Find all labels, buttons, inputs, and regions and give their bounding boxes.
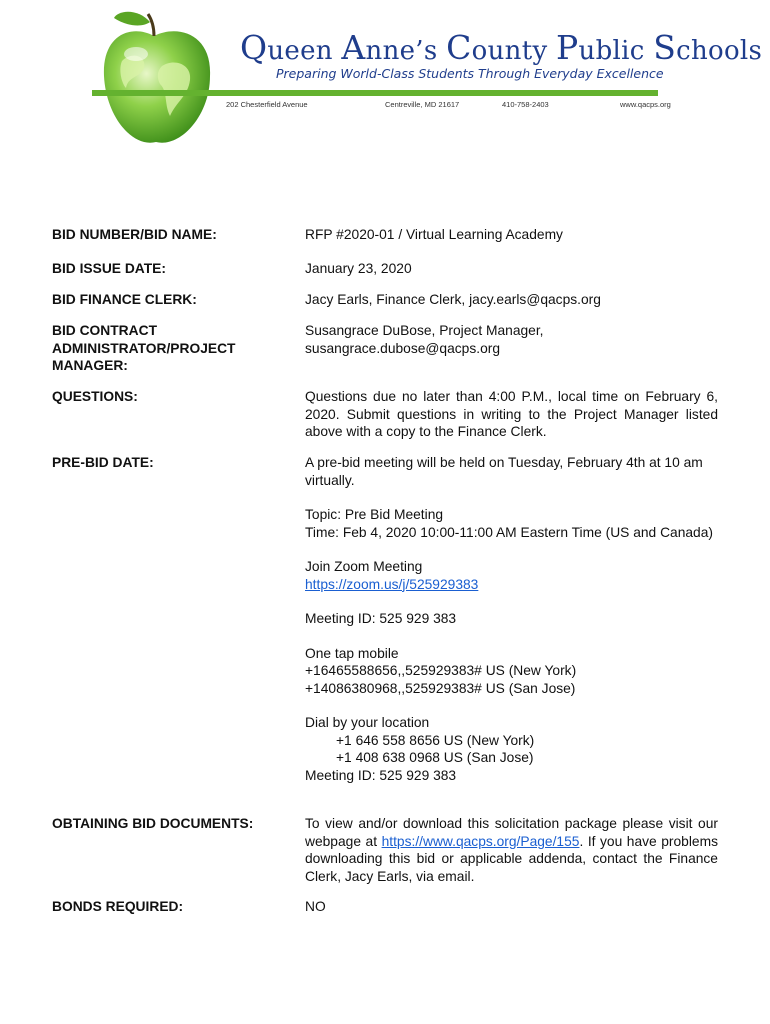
issue-date-label: BID ISSUE DATE: xyxy=(52,261,166,276)
dial-block xyxy=(305,714,718,784)
one-tap-san-jose: +14086380968,,525929383# US (San Jose) xyxy=(305,680,576,696)
pre-bid-label: PRE-BID DATE: xyxy=(52,455,154,470)
zoom-meeting-link[interactable]: https://zoom.us/j/525929383 xyxy=(305,576,479,592)
dial-new-york: +1 646 558 8656 US (New York) xyxy=(336,732,535,748)
finance-clerk-label: BID FINANCE CLERK: xyxy=(52,292,197,307)
bonds-label: BONDS REQUIRED: xyxy=(52,899,184,914)
one-tap-block xyxy=(305,645,718,698)
phone-number: 410-758-2403 xyxy=(502,100,549,109)
meeting-time: Time: Feb 4, 2020 10:00-11:00 AM Eastern Time (US and Canada) xyxy=(305,524,713,540)
questions-label: QUESTIONS: xyxy=(52,389,138,404)
finance-clerk-value: Jacy Earls, Finance Clerk, jacy.earls@qacps.org xyxy=(305,292,601,307)
pre-bid-intro: A pre-bid meeting will be held on Tuesday, February 4th at 10 am virtually. xyxy=(305,455,703,488)
apple-globe-logo xyxy=(92,6,222,151)
contract-admin-label: BID CONTRACT ADMINISTRATOR/PROJECT MANAGER: xyxy=(52,323,236,373)
issue-date-value: January 23, 2020 xyxy=(305,261,412,276)
meeting-topic-block xyxy=(305,506,718,541)
district-name: Queen Anne’s County Public Schools xyxy=(240,28,763,67)
street-address: 202 Chesterfield Avenue xyxy=(226,100,308,109)
contract-admin-value: Susangrace DuBose, Project Manager, susangrace.dubose@qacps.org xyxy=(305,323,544,356)
meeting-id: Meeting ID: 525 929 383 xyxy=(305,611,457,626)
bonds-value: NO xyxy=(305,899,326,914)
join-block xyxy=(305,558,718,593)
documents-label: OBTAINING BID DOCUMENTS: xyxy=(52,816,254,831)
district-tagline: Preparing World-Class Students Through Everyday Excellence xyxy=(276,66,664,81)
one-tap-label: One tap mobile xyxy=(305,645,399,661)
documents-value: To view and/or download this solicitation package please visit our webpage at https://www.qacps.org/Page/155. If you have problems downloading this bid or applicable addenda, contact the Finance Clerk, Jacy Earls, via email. xyxy=(305,816,718,884)
meeting-topic: Topic: Pre Bid Meeting xyxy=(305,507,444,522)
header-divider xyxy=(92,90,658,96)
bid-page-link[interactable]: https://www.qacps.org/Page/155 xyxy=(381,833,580,849)
pre-bid-details xyxy=(305,454,718,784)
bid-number-value: RFP #2020-01 / Virtual Learning Academy xyxy=(305,227,563,242)
bid-number-label: BID NUMBER/BID NAME: xyxy=(52,227,217,242)
dial-san-jose: +1 408 638 0968 US (San Jose) xyxy=(336,750,534,765)
dial-meeting-id: Meeting ID: 525 929 383 xyxy=(305,767,457,783)
city-address: Centreville, MD 21617 xyxy=(385,100,460,109)
website-address: www.qacps.org xyxy=(620,100,671,109)
questions-value: Questions due no later than 4:00 P.M., local time on February 6, 2020. Submit questions in writing to the Project Manager listed above with a copy to the Finance Clerk. xyxy=(305,389,718,439)
one-tap-new-york: +16465588656,,525929383# US (New York) xyxy=(305,663,577,678)
dial-label: Dial by your location xyxy=(305,715,430,730)
join-zoom-label: Join Zoom Meeting xyxy=(305,559,423,574)
